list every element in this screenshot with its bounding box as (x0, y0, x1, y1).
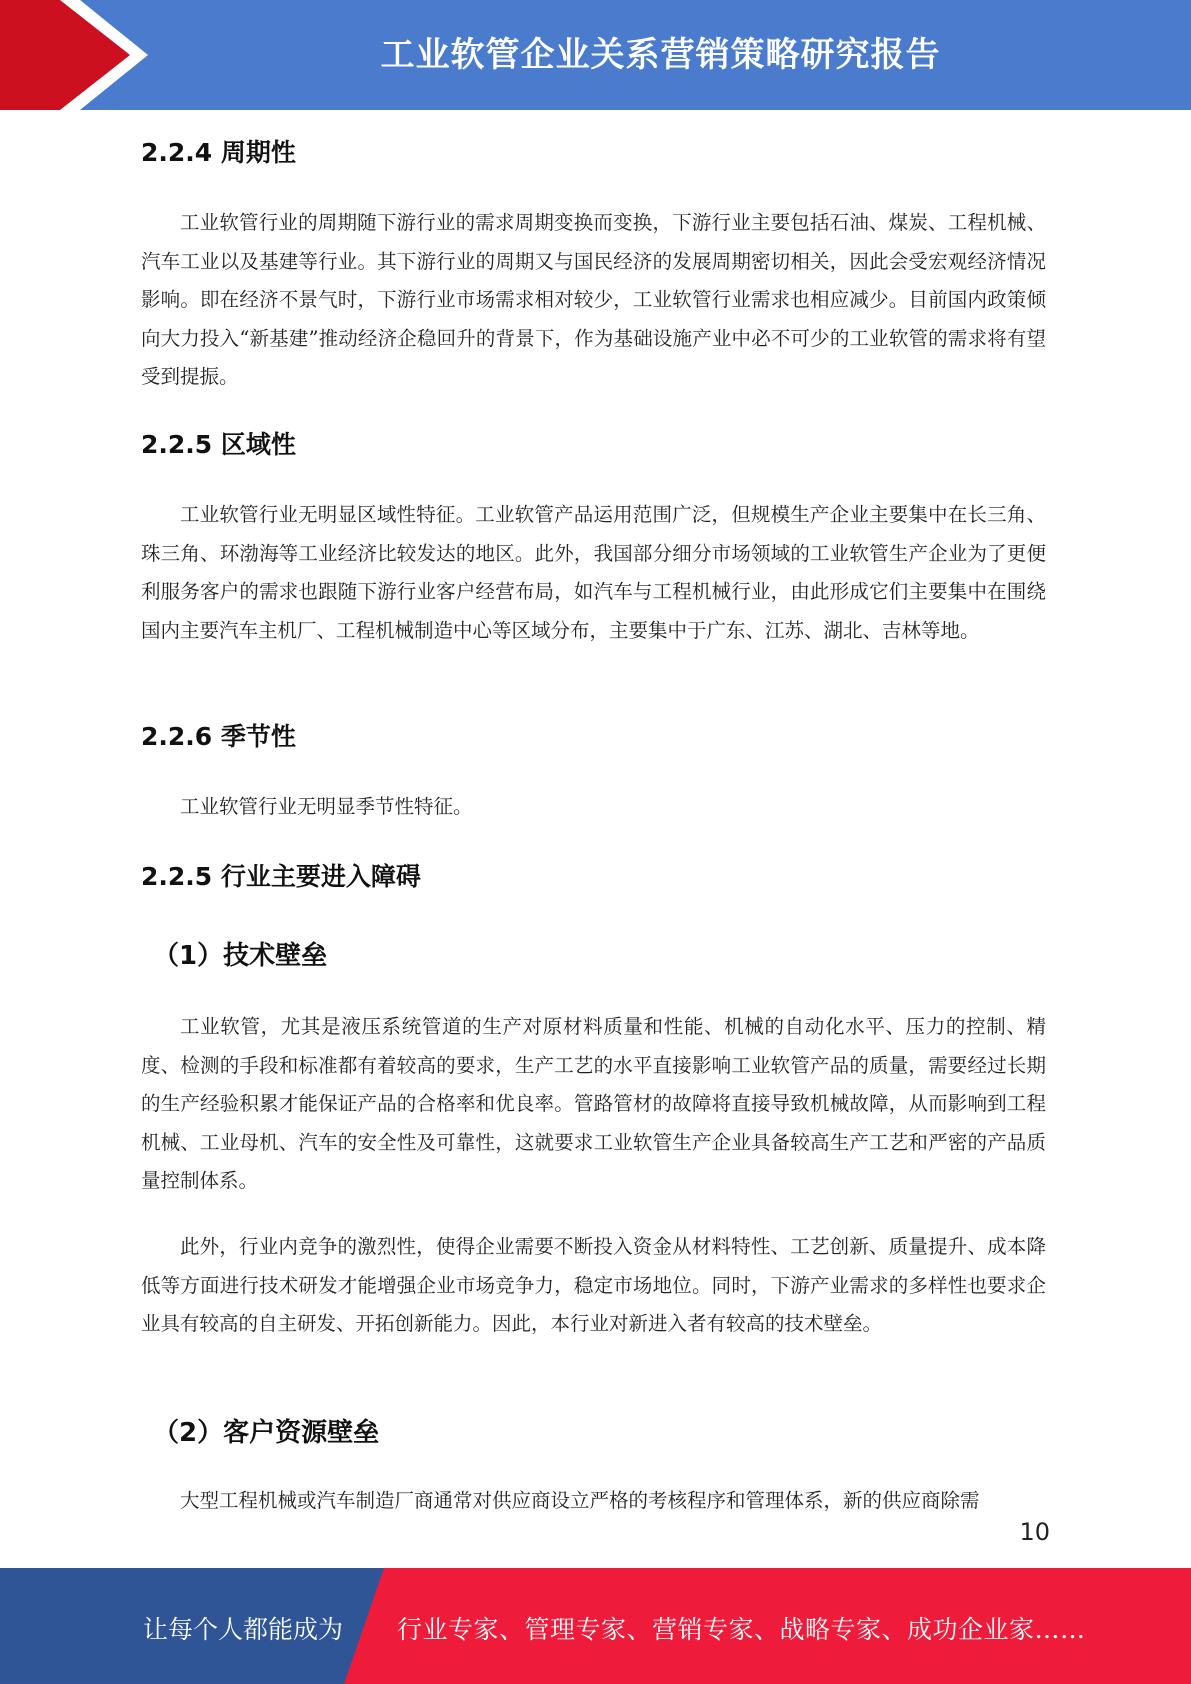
section-heading-2-2-4: 2.2.4 周期性 (141, 138, 296, 167)
page-number: 10 (1019, 1518, 1050, 1546)
paragraph: 大型工程机械或汽车制造厂商通常对供应商设立严格的考核程序和管理体系，新的供应商除需 (180, 1489, 980, 1512)
section-heading-2-2-5: 2.2.5 区域性 (141, 430, 296, 459)
page-footer (0, 1568, 1191, 1684)
footer-slogan-left: 让每个人都能成为 (143, 1615, 344, 1644)
paragraph: 工业软管行业的周期随下游行业的需求周期变换而变换，下游行业主要包括石油、煤炭、工程机械、汽车工业以及基建等行业。其下游行业的周期又与国民经济的发展周期密切相关，因此会受宏观经济情况影响。即在经济不景气时，下游行业市场需求相对较少，工业软管行业需求也相应减少。目前国内政策倾向大力投入“新基建”推动经济企稳回升的背景下，作为基础设施产业中必不可少的工业软管的需求将有望受到提振。 (141, 211, 1046, 388)
header-title: 工业软管企业关系营销策略研究报告 (380, 35, 941, 75)
paragraph: 此外，行业内竞争的激烈性，使得企业需要不断投入资金从材料特性、工艺创新、质量提升、成本降低等方面进行技术研发才能增强企业市场竞争力，稳定市场地位。同时，下游产业需求的多样性也要求企业具有较高的自主研发、开拓创新能力。因此，本行业对新进入者有较高的技术壁垒。 (141, 1235, 1046, 1335)
paragraph: 工业软管行业无明显季节性特征。 (180, 795, 473, 818)
section-heading-entry-barriers: 2.2.5 行业主要进入障碍 (141, 862, 421, 891)
section-heading-2-2-6: 2.2.6 季节性 (141, 722, 296, 751)
paragraph: 工业软管行业无明显区域性特征。工业软管产品运用范围广泛，但规模生产企业主要集中在长三角、珠三角、环渤海等工业经济比较发达的地区。此外，我国部分细分市场领域的工业软管生产企业为了更便利服务客户的需求也跟随下游行业客户经营布局，如汽车与工程机械行业，由此形成它们主要集中在围绕国内主要汽车主机厂、工程机械制造中心等区域分布，主要集中于广东、江苏、湖北、吉林等地。 (141, 503, 1046, 642)
paragraph: 工业软管，尤其是液压系统管道的生产对原材料质量和性能、机械的自动化水平、压力的控制、精度、检测的手段和标准都有着较高的要求，生产工艺的水平直接影响工业软管产品的质量，需要经过长期的生产经验积累才能保证产品的合格率和优良率。管路管材的故障将直接导致机械故障，从而影响到工程机械、工业母机、汽车的安全性及可靠性，这就要求工业软管生产企业具备较高生产工艺和严密的产品质量控制体系。 (141, 1015, 1046, 1192)
subsection-heading-customer-barrier: （2）客户资源壁垒 (153, 1418, 380, 1448)
footer-slogan-right: 行业专家、管理专家、营销专家、战略专家、成功企业家…… (397, 1615, 1086, 1644)
subsection-heading-tech-barrier: （1）技术壁垒 (153, 941, 328, 971)
page-header (0, 0, 1191, 110)
